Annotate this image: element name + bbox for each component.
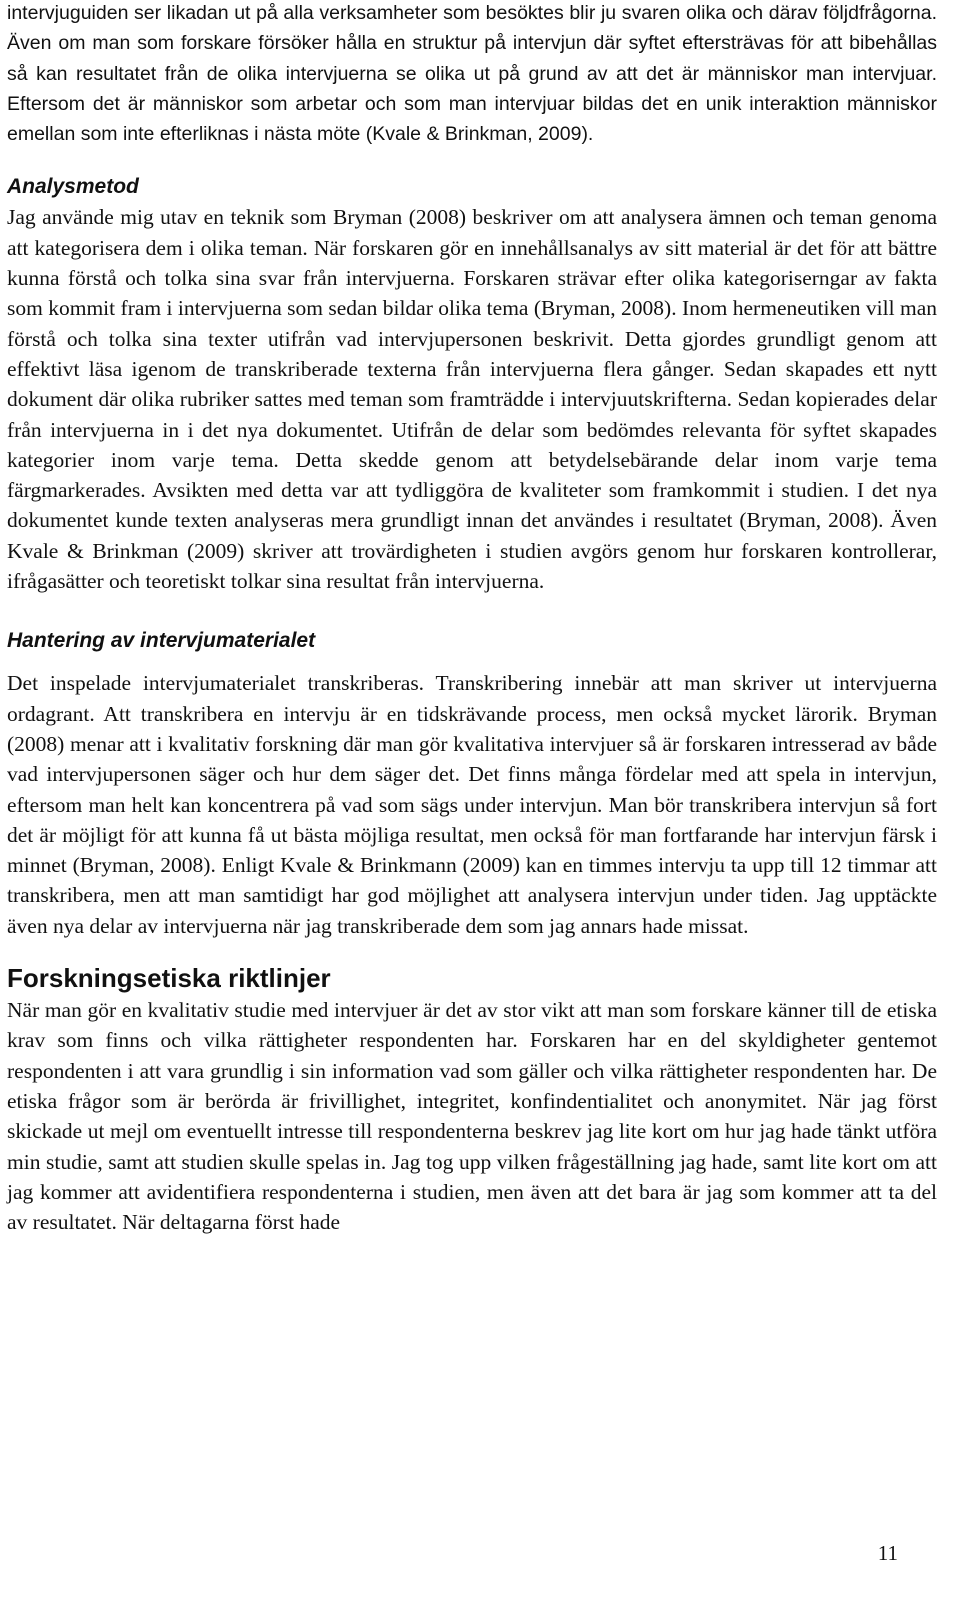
intro-paragraph: intervjuguiden ser likadan ut på alla verksamheter som besöktes blir ju svaren olika och därav följdfrågorna. Även om man som forskare försöker hålla en struktur på intervjun där syftet eftersträvas för att bibehållas så kan resultatet från de olika intervjuerna se olika ut på grund av att det är människor man intervjuar. Eftersom det är människor som arbetar och som man intervjuar bildas det en unik interaktion människor emellan som inte efterliknas i nästa möte (Kvale & Brinkman, 2009). <box>7 2 937 146</box>
paragraph-hantering: Det inspelade intervjumaterialet transkriberas. Transkribering innebär att man skriver ut intervjuerna ordagrant. Att transkribera en intervju är en tidskrävande process, men också mycket lärorik. Bryman (2008) menar att i kvalitativ forskning där man gör kvalitativa intervjuer så är forskaren intresserad av både vad intervjupersonen säger och hur dem säger det. Det finns många fördelar med att spela in intervjun, eftersom man helt kan koncentrera på vad som sägs under intervjun. Man bör transkribera intervjun så fort det är möjligt för att kunna få ut bästa möjliga resultat, men också för man fortfarande har intervjun färsk i minnet (Bryman, 2008). Enligt Kvale & Brinkmann (2009) kan en timmes intervju ta upp till 12 timmar att transkribera, men att man samtidigt har god möjlighet att analysera intervjun under tiden. Jag upptäckte även nya delar av intervjuerna när jag transkriberade dem som jag annars hade missat. <box>7 671 937 938</box>
page-content <box>7 0 937 1237</box>
heading-hantering: Hantering av intervjumaterialet <box>7 629 316 653</box>
heading-analysmetod: Analysmetod <box>7 175 139 199</box>
page-number: 11 <box>877 1541 898 1565</box>
heading-forskningsetiska: Forskningsetiska riktlinjer <box>7 963 331 994</box>
paragraph-forskningsetiska: När man gör en kvalitativ studie med intervjuer är det av stor vikt att man som forskare känner till de etiska krav som finns och vilka rättigheter respondenten har. Forskaren har en del skyldigheter gentemot respondenten i att vara grundlig i sin information vad som gäller och vilka rättigheter respondenten har. De etiska frågor som är berörda är frivillighet, integritet, konfindentialitet och anonymitet. När jag först skickade ut mejl om eventuellt intresse till respondenterna beskrev jag lite kort om hur jag hade tänkt utföra min studie, samt att studien skulle spelas in. Jag tog upp vilken frågeställning jag hade, samt lite kort om att jag kommer att avidentifiera respondenterna i studien, men även att det bara är jag som kommer att ta del av resultatet. När deltagarna först hade <box>7 998 937 1235</box>
paragraph-analysmetod: Jag använde mig utav en teknik som Bryman (2008) beskriver om att analysera ämnen och teman genoma att kategorisera dem i olika teman. När forskaren gör en innehållsanalys av sitt material är det för att bättre kunna förstå och tolka sina svar från intervjuerna. Forskaren strävar efter olika kategoriserngar av fakta som kommit fram i intervjuerna som sedan bildar olika tema (Bryman, 2008). Inom hermeneutiken vill man förstå och tolka sina texter utifrån vad intervjupersonen beskrivit. Detta gjordes grundligt genom att effektivt läsa igenom de transkriberade texterna från intervjuerna flera gånger. Sedan skapades ett nytt dokument där olika rubriker sattes med teman som framträdde i intervjuutskrifterna. Sedan kopierades delar från intervjuerna in i det nya dokumentet. Utifrån de delar som bedömdes relevanta för syftet skapades kategorier inom varje tema. Detta skedde genom att betydelsebärande delar inom varje tema färgmarkerades. Avsikten med detta var att tydliggöra de kvaliteter som framkommit i studien. I det nya dokumentet kunde texten analyseras mera grundligt innan det användes i resultatet (Bryman, 2008). Även Kvale & Brinkman (2009) skriver att trovärdigheten i studien avgörs genom hur forskaren kontrollerar, ifrågasätter och teoretiskt tolkar sina resultat från intervjuerna. <box>7 205 937 594</box>
